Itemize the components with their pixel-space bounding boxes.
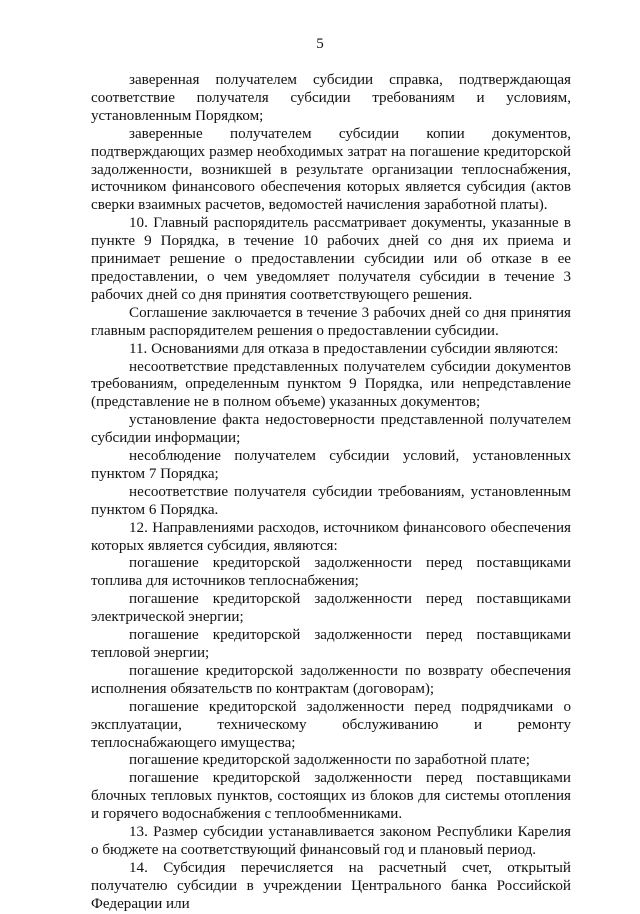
paragraph: погашение кредиторской задолженности по возврату обеспечения исполнения обязательств по контрактам (договорам); bbox=[91, 662, 571, 697]
paragraph: 13. Размер субсидии устанавливается законом Республики Карелия о бюджете на соответствующий финансовый год и плановый период. bbox=[91, 824, 571, 858]
paragraph: погашение кредиторской задолженности перед поставщиками тепловой энергии; bbox=[91, 627, 571, 661]
document-body bbox=[91, 72, 571, 914]
paragraph: погашение кредиторской задолженности перед подрядчиками о эксплуатации, техническому обслуживанию и ремонту теплоснабжающего имущества; bbox=[91, 698, 571, 751]
paragraph: погашение кредиторской задолженности перед поставщиками блочных тепловых пунктов, состоящих из блоков для системы отопления и горячего водоснабжения с теплообменниками. bbox=[91, 770, 571, 823]
paragraph: заверенные получателем субсидии копии документов, подтверждающих размер необходимых затрат на погашение кредиторской задолженности, возникшей в результате организации теплоснабжения, источником финансового обеспечения которых является субсидия (актов сверки взаимных расчетов, ведомостей начисления заработной платы). bbox=[91, 125, 571, 214]
paragraph: несоответствие представленных получателем субсидии документов требованиям, определенным пунктом 9 Порядка, или непредставление (представление не в полном объеме) указанных документов; bbox=[91, 358, 571, 411]
paragraph: несоблюдение получателем субсидии условий, установленных пунктом 7 Порядка; bbox=[91, 448, 571, 482]
paragraph: заверенная получателем субсидии справка, подтверждающая соответствие получателя субсидии требованиям и условиям, установленным Порядком; bbox=[91, 72, 571, 124]
paragraph: Соглашение заключается в течение 3 рабочих дней со дня принятия главным распорядителем решения о предоставлении субсидии. bbox=[91, 304, 571, 339]
paragraph: 12. Направлениями расходов, источником финансового обеспечения которых является субсидия, являются: bbox=[91, 519, 571, 554]
paragraph: несоответствие получателя субсидии требованиям, установленным пунктом 6 Порядка. bbox=[91, 483, 571, 518]
page-number: 5 bbox=[316, 36, 324, 52]
paragraph: 11. Основаниями для отказа в предоставлении субсидии являются: bbox=[129, 340, 559, 357]
paragraph: погашение кредиторской задолженности перед поставщиками электрической энергии; bbox=[91, 591, 571, 626]
paragraph: 10. Главный распорядитель рассматривает документы, указанные в пункте 9 Порядка, в течение 10 рабочих дней со дня их приема и принимает решение о предоставлении субсидии или об отказе в ее предоставлении, о чем уведомляет получателя субсидии в течение 3 рабочих дней со дня принятия соответствующего решения. bbox=[91, 215, 571, 303]
paragraph: погашение кредиторской задолженности перед поставщиками топлива для источников теплоснабжения; bbox=[91, 555, 571, 590]
paragraph: 14. Субсидия перечисляется на расчетный счет, открытый получателю субсидии в учреждении Центрального банка Российской Федерации или bbox=[91, 859, 571, 912]
paragraph: погашение кредиторской задолженности по заработной плате; bbox=[129, 752, 530, 769]
paragraph: установление факта недостоверности представленной получателем субсидии информации; bbox=[91, 412, 571, 447]
